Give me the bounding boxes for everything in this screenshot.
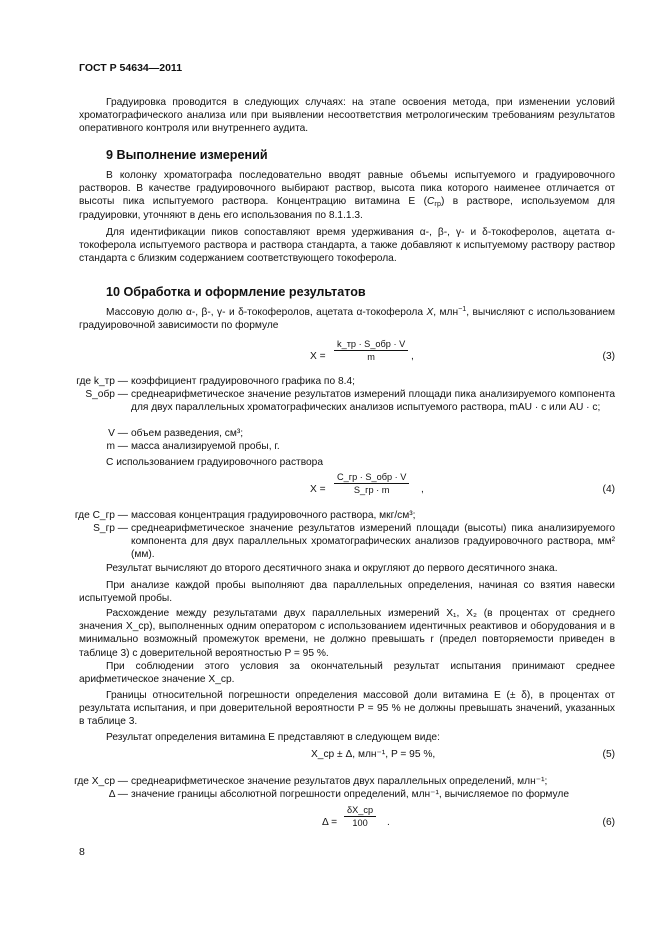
section-9-title: 9 Выполнение измерений — [106, 148, 268, 162]
parallel-paragraph: При анализе каждой пробы выполняют два параллельных определения, начиная со взятия навески испытуемой пробы. — [79, 580, 615, 605]
section-9-paragraph-2: Для идентификации пиков сопоставляют время удерживания α-, β-, γ- и δ-токоферолов, ацетата α-токоферола испытуемого раствора и раствора стандарта, а также добавляют к испытуемому раствору раствор стандарта с близким содержанием соответствующего токоферола. — [79, 227, 615, 265]
formula-5-number: (5) — [602, 749, 615, 760]
def-m-text: масса анализируемой пробы, г. — [131, 441, 280, 452]
error-bounds-paragraph: Границы относительной погрешности определения массовой доли витамина Е (± δ), в процентах от результата испытания, и при доверительной вероятности P = 95 % не должны превышать значений, указанных в таблице 3. — [79, 690, 615, 728]
page-number: 8 — [79, 846, 85, 858]
section-9-paragraph-1: В колонку хроматографа последовательно вводят равные объемы испытуемого и градуировочного растворов. В качестве градуировочного выбирают раствор, высота пика которого наименее отличается от высоты пика испытуемого раствора. Концентрацию витамина Е $(C_{гр})$ в растворе, используемом для градуировки, уточняют в день его использования по 8.1.1.3. — [79, 170, 615, 221]
formula-4: X = C_гр · S_обр · V S_гр · m , (4) — [310, 472, 615, 495]
formula-3: X = k_тр · S_обр · V m , (3) — [310, 339, 615, 362]
def-k-text: коэффициент градуировочного графика по 8.4; — [131, 376, 355, 387]
formula-6-denominator: 100 — [352, 818, 368, 828]
formula-3-numerator: k_тр · S_обр · V — [334, 339, 408, 351]
formula-4-number: (4) — [602, 484, 615, 495]
def-s-gr-term: S_гр — — [93, 523, 128, 534]
def-delta-text: значение границы абсолютной погрешности определений, млн⁻¹, вычисляемое по формуле — [131, 789, 570, 800]
def-c-gr-text: массовая концентрация градуировочного раствора, мкг/см³; — [131, 510, 416, 521]
def-m-term: m — — [106, 441, 128, 452]
result-format-paragraph: Результат определения витамина Е представляют в следующем виде: — [106, 732, 440, 743]
def-delta-term: Δ — — [108, 789, 128, 800]
discrepancy-paragraph: Расхождение между результатами двух параллельных измерений X₁, X₂ (в процентах от среднего значения X_ср), выполненных одним оператором с использованием идентичных реактивов и оборудования и в минимально возможный промежуток времени, не должно превышать r (предел повторяемости приведен в таблице 3) с доверительной вероятностью P = 95 %. — [79, 608, 615, 659]
formula-3-denominator: m — [367, 352, 375, 362]
section-10-title: 10 Обработка и оформление результатов — [106, 285, 366, 299]
def-c-gr-term: где C_гр — — [74, 510, 128, 521]
formula-6-fraction — [344, 805, 376, 828]
def-v-text: объем разведения, см³; — [131, 428, 244, 439]
def-s-gr-text: среднеарифметическое значение результатов измерений площади (высоты) пика анализируемого компонента для двух параллельных хроматографических анализов градуировочного раствора, мм² (мм). — [131, 523, 615, 561]
calibration-paragraph: Градуировка проводится в следующих случаях: на этапе освоения метода, при изменении условий хроматографического анализа или при выявлении несоответствия метрологическим требованиям результатов оперативного контроля или внутреннего аудита. — [79, 97, 615, 135]
formula-6-numerator: δX_ср — [344, 805, 376, 817]
formula-6-lhs: Δ = — [322, 817, 338, 828]
final-result-paragraph: При соблюдении этого условия за окончательный результат испытания принимают среднее арифметическое значение X_ср. — [79, 661, 615, 686]
formula-3-definitions — [76, 375, 615, 455]
def-s-obr-text: среднеарифметическое значение результатов измерений площади пика анализируемого компонента для двух параллельных хроматографических анализов испытуемого раствора, mAU · с или AU · с; — [131, 389, 615, 414]
formula-5 — [79, 737, 615, 773]
section-10-paragraph-1: Массовую долю α-, β-, γ- и δ-токоферолов, ацетата α-токоферола X, млн$^{-1}$, вычисляют с использованием градуировочной зависимости по формуле — [79, 305, 615, 332]
document-header: ГОСТ Р 54634—2011 — [79, 62, 183, 74]
formula-4-definitions — [74, 509, 615, 564]
formula-4-fraction — [334, 472, 409, 495]
formula-5-definitions — [74, 775, 615, 805]
def-x-sr-text: среднеарифметическое значение результатов двух параллельных определений, млн⁻¹; — [131, 776, 548, 787]
formula-3-lhs: X = — [310, 351, 326, 362]
formula-5-expression: X_ср ± Δ, млн⁻¹, P = 95 %, — [311, 749, 436, 760]
formula-6: Δ = δX_ср 100 . (6) — [322, 805, 615, 828]
formula-4-denominator: S_гр · m — [353, 485, 390, 495]
rounding-paragraph: Результат вычисляют до второго десятичного знака и округляют до первого десятичного знака. — [106, 563, 558, 574]
formula-3-number: (3) — [602, 351, 615, 362]
formula-4-lhs: X = — [310, 484, 326, 495]
formula-4-numerator: C_гр · S_обр · V — [334, 472, 409, 484]
def-k-term: где k_тр — — [76, 376, 128, 387]
formula-3-fraction — [334, 339, 408, 362]
def-s-obr-term: S_обр — — [85, 389, 128, 400]
calibration-solution-intro: С использованием градуировочного раствора — [106, 457, 324, 468]
formula-6-number: (6) — [602, 817, 615, 828]
def-v-term: V — — [108, 428, 128, 439]
def-x-sr-term: где X_ср — — [74, 776, 128, 787]
